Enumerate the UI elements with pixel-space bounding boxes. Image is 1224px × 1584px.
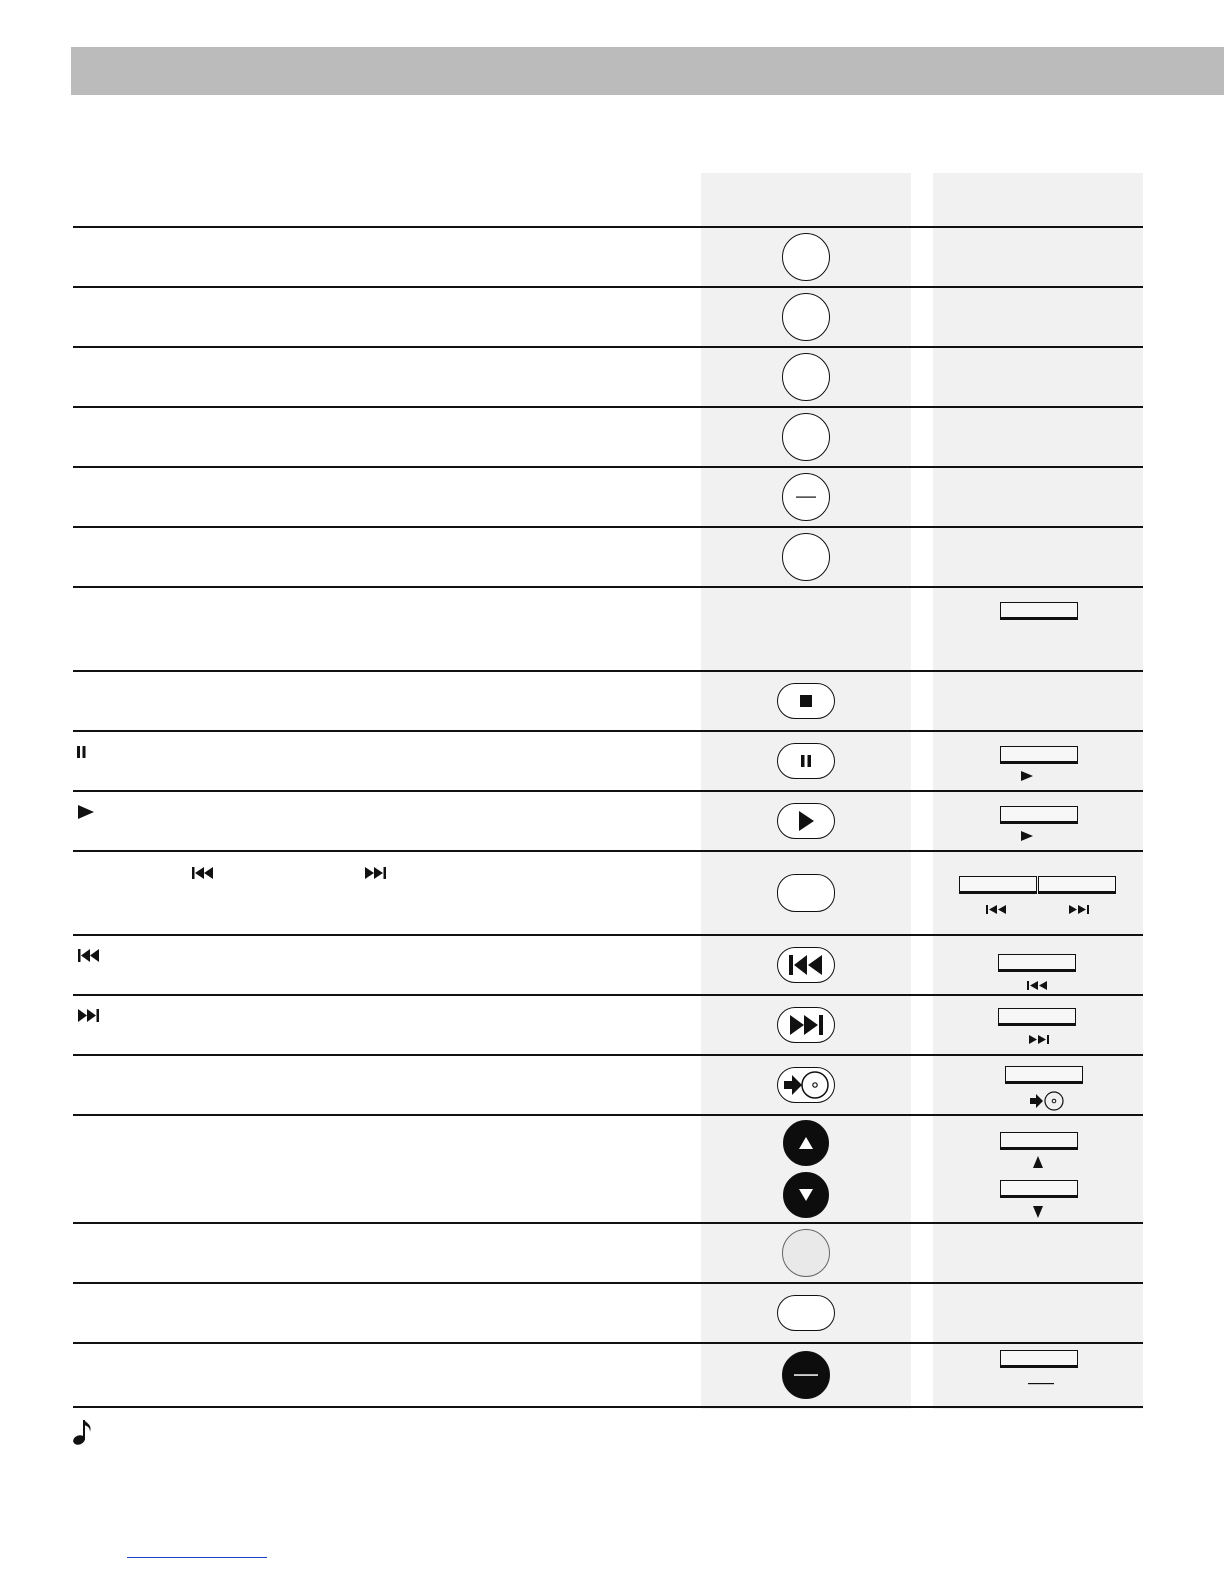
table-row <box>73 286 1143 346</box>
music-note-icon <box>72 1418 94 1446</box>
remote-skip-back-button[interactable] <box>777 947 835 983</box>
skip-forward-icon <box>787 1013 825 1037</box>
console-up-key[interactable] <box>1000 1132 1078 1150</box>
play-icon <box>1020 770 1034 782</box>
console-play-key[interactable] <box>1000 806 1078 824</box>
remote-blank-button[interactable] <box>782 533 830 581</box>
remote-blank-button[interactable] <box>782 293 830 341</box>
header-bar <box>71 47 1224 95</box>
play-icon <box>77 804 95 820</box>
skip-forward-icon <box>364 864 390 882</box>
down-arrow-icon <box>798 1188 814 1202</box>
down-arrow-icon <box>1032 1206 1044 1218</box>
minus-icon <box>796 495 816 499</box>
table-row <box>73 406 1143 466</box>
table-row <box>73 1342 1143 1408</box>
up-arrow-icon <box>1032 1156 1044 1168</box>
remote-disc-select-button[interactable] <box>777 1067 835 1103</box>
remote-stop-button[interactable] <box>777 683 835 719</box>
minus-icon <box>1028 1382 1056 1386</box>
console-skip-back-key[interactable] <box>998 954 1076 972</box>
remote-blank-pill-button[interactable] <box>777 874 835 912</box>
table-row <box>73 466 1143 526</box>
console-down-key[interactable] <box>1000 1180 1078 1198</box>
table-row <box>73 586 1143 670</box>
remote-grey-button[interactable] <box>782 1229 830 1277</box>
remote-down-button[interactable] <box>783 1172 829 1218</box>
table-row <box>73 526 1143 586</box>
up-arrow-icon <box>798 1136 814 1150</box>
console-blank-key[interactable] <box>1000 602 1078 620</box>
skip-back-icon <box>985 904 1011 916</box>
controls-table <box>73 226 1143 1408</box>
stop-icon <box>799 694 813 708</box>
table-row <box>73 670 1143 730</box>
disc-select-icon <box>782 1070 830 1100</box>
skip-back-icon <box>787 953 825 977</box>
pause-icon <box>800 754 812 768</box>
console-skip-back-key[interactable] <box>959 876 1037 894</box>
console-skip-forward-key[interactable] <box>998 1008 1076 1026</box>
table-row <box>73 226 1143 286</box>
skip-forward-icon <box>1028 1034 1054 1046</box>
table-row <box>73 1054 1143 1114</box>
remote-blank-button[interactable] <box>782 353 830 401</box>
table-row <box>73 346 1143 406</box>
play-icon <box>797 810 815 832</box>
skip-forward-icon <box>77 1008 101 1024</box>
skip-back-icon <box>77 948 101 964</box>
remote-pause-button[interactable] <box>777 743 835 779</box>
table-row <box>73 790 1143 850</box>
remote-blank-pill-button[interactable] <box>777 1295 835 1331</box>
table-row <box>73 730 1143 790</box>
remote-up-button[interactable] <box>783 1120 829 1166</box>
minus-icon <box>794 1373 818 1377</box>
console-skip-forward-key[interactable] <box>1038 876 1116 894</box>
skip-back-icon <box>191 864 217 882</box>
pause-icon <box>77 746 87 760</box>
play-icon <box>1020 830 1034 842</box>
console-pause-key[interactable] <box>1000 746 1078 764</box>
disc-select-icon <box>1029 1090 1065 1112</box>
table-row <box>73 1282 1143 1342</box>
remote-minus-button[interactable] <box>782 473 830 521</box>
remote-blank-button[interactable] <box>782 413 830 461</box>
table-row <box>73 1114 1143 1222</box>
remote-skip-forward-button[interactable] <box>777 1007 835 1043</box>
footer-link-underline[interactable] <box>127 1557 267 1558</box>
remote-minus-button[interactable] <box>782 1351 830 1399</box>
table-row <box>73 850 1143 934</box>
remote-play-button[interactable] <box>777 803 835 839</box>
console-minus-key[interactable] <box>1000 1350 1078 1368</box>
table-row <box>73 934 1143 994</box>
console-disc-select-key[interactable] <box>1005 1066 1083 1084</box>
skip-back-icon <box>1026 980 1052 992</box>
table-row <box>73 994 1143 1054</box>
table-row <box>73 1222 1143 1282</box>
skip-forward-icon <box>1068 904 1094 916</box>
remote-blank-button[interactable] <box>782 233 830 281</box>
